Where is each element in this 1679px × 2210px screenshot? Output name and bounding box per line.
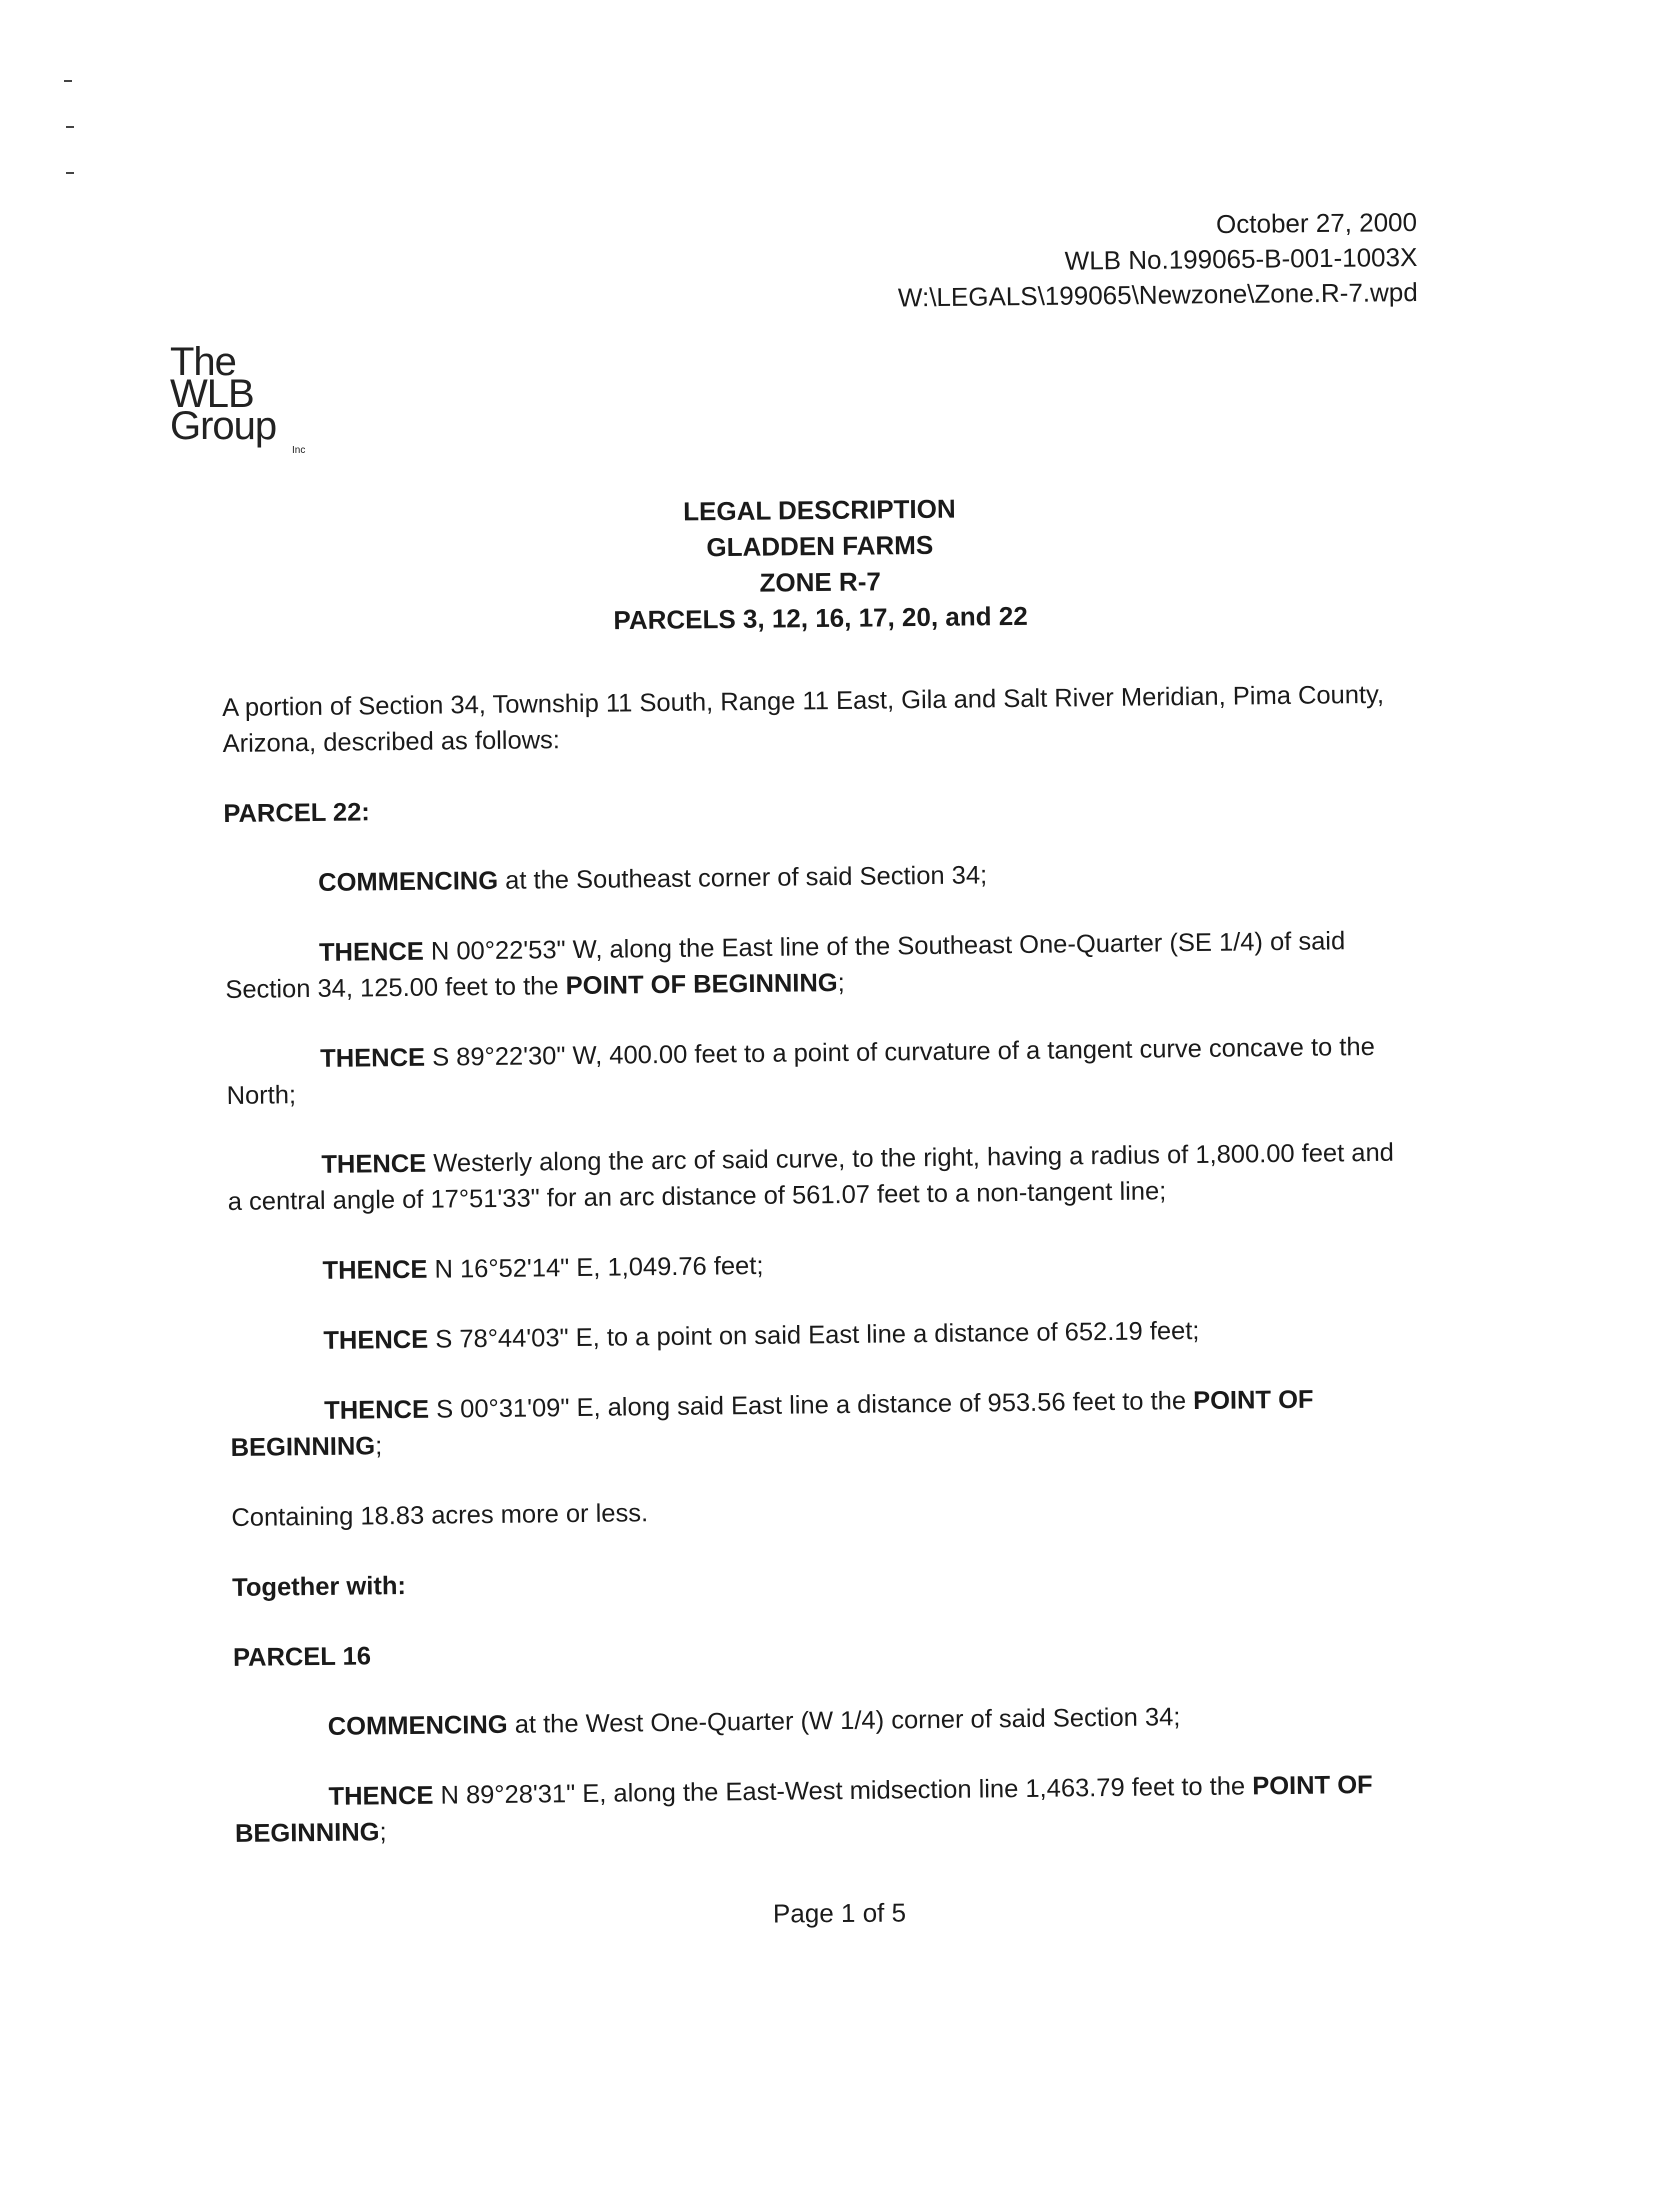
logo-line-3: Group [170,404,277,448]
parcel-22-paragraph-4: THENCE Westerly along the arc of said curve, to the right, having a radius of 1,800.00 feet and a central angle of 17°51'33" for an arc distance of 561.07 feet to a non-tangent line; [227,1138,1395,1216]
intro-paragraph: A portion of Section 34, Township 11 South, Range 11 East, Gila and Salt River Meridian, Pima County, Arizona, described as follows: [222,680,1385,758]
parcel-22-paragraph-1: COMMENCING at the Southeast corner of said Section 34; [318,861,988,897]
scan-margin-marks [60,80,80,200]
parcel-22-acreage: Containing 18.83 acres more or less. [231,1499,649,1532]
document-date: October 27, 2000 [1216,206,1418,240]
parcel-16-paragraph-2: THENCE N 89°28'31" E, along the East-West midsection line 1,463.79 feet to the POINT OF BEGINNING; [234,1771,1373,1848]
title-line-2: GLADDEN FARMS [706,529,934,563]
logo-suffix: Inc [292,445,306,456]
parcel-16-paragraph-1: COMMENCING at the West One-Quarter (W 1/4) corner of said Section 34; [327,1703,1181,1741]
file-path: W:\LEGALS\199065\Newzone\Zone.R-7.wpd [897,276,1419,313]
parcel-16-heading: PARCEL 16 [232,1642,372,1672]
parcel-22-paragraph-6: THENCE S 78°44'03" E, to a point on said East line a distance of 652.19 feet; [323,1316,1200,1355]
job-number: WLB No.199065-B-001-1003X [1064,241,1418,276]
document-header [897,205,1418,315]
title-line-3: ZONE R-7 [759,566,882,598]
together-with: Together with: [232,1571,407,1602]
logo-line-2: WLB [170,372,254,416]
parcel-22-paragraph-7: THENCE S 00°31'09" E, along said East line a distance of 953.56 feet to the POINT OF BEGINNING; [230,1385,1314,1462]
parcel-22-paragraph-2: THENCE N 00°22'53" W, along the East line of the Southeast One-Quarter (SE 1/4) of said Section 34, 125.00 feet to the POINT OF BEGINNING; [225,927,1346,1004]
document-body [222,677,1420,1886]
parcel-22-paragraph-5: THENCE N 16°52'14" E, 1,049.76 feet; [322,1251,764,1285]
parcel-22-paragraph-3: THENCE S 89°22'30" W, 400.00 feet to a point of curvature of a tangent curve concave to the North; [226,1032,1375,1110]
company-logo [170,342,330,462]
title-line-1: LEGAL DESCRIPTION [683,493,956,527]
logo-line-1: The [170,340,236,384]
document-title [499,489,1140,640]
page-number: Page 1 of 5 [772,1897,907,1929]
parcel-22-heading: PARCEL 22: [223,798,370,828]
title-line-4: PARCELS 3, 12, 16, 17, 20, and 22 [613,600,1028,636]
